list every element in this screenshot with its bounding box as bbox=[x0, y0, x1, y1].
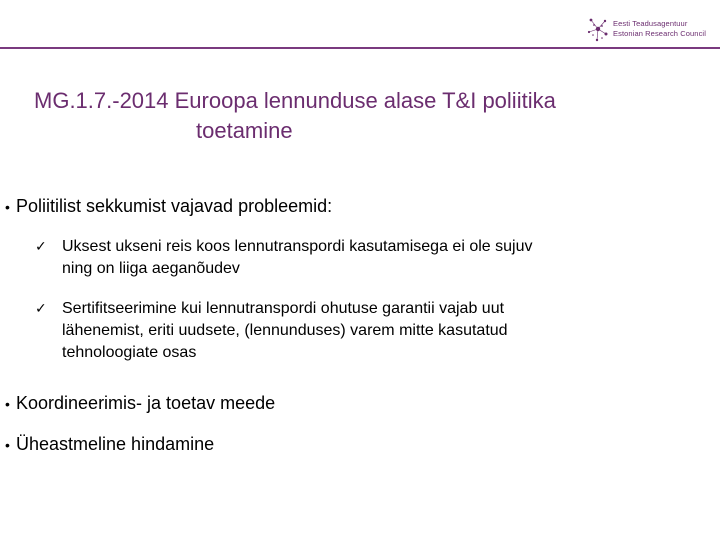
sub-bullet-text-line: Uksest ukseni reis koos lennutranspordi kasutamisega ei ole sujuv bbox=[62, 238, 533, 255]
slide-title-line-1: MG.1.7.-2014 Euroopa lennunduse alase T&I poliitika bbox=[34, 88, 556, 113]
sub-bullet-text-line: tehnoloogiate osas bbox=[62, 344, 197, 361]
checkmark-icon: ✓ bbox=[35, 239, 47, 255]
logo-name-estonian: Eesti Teadusagentuur bbox=[613, 19, 688, 28]
sub-bullet-item bbox=[35, 236, 702, 280]
bullet-dot-icon: • bbox=[5, 199, 10, 215]
bullet-item bbox=[5, 194, 332, 219]
logo-name-english: Estonian Research Council bbox=[613, 28, 706, 38]
bullet-item bbox=[5, 391, 275, 416]
sub-bullet-text-line: Sertifitseerimine kui lennutranspordi ohutuse garantii vajab uut bbox=[62, 300, 505, 317]
bullet-text: Poliitilist sekkumist vajavad probleemid: bbox=[16, 196, 333, 216]
bullet-item bbox=[5, 432, 214, 457]
bullet-text: Koordineerimis- ja toetav meede bbox=[16, 393, 276, 413]
slide-title-line-2: toetamine bbox=[196, 118, 293, 143]
checkmark-icon: ✓ bbox=[35, 301, 47, 317]
bullet-dot-icon: • bbox=[5, 396, 10, 412]
bullet-dot-icon: • bbox=[5, 437, 10, 453]
bullet-text: Üheastmeline hindamine bbox=[16, 434, 215, 454]
sub-bullet-text-line: ning on liiga aeganõudev bbox=[62, 260, 240, 277]
sub-bullet-text-line: lähenemist, eriti uudsete, (lennunduses) varem mitte kasutatud bbox=[62, 322, 508, 339]
sub-bullet-item bbox=[35, 298, 702, 364]
